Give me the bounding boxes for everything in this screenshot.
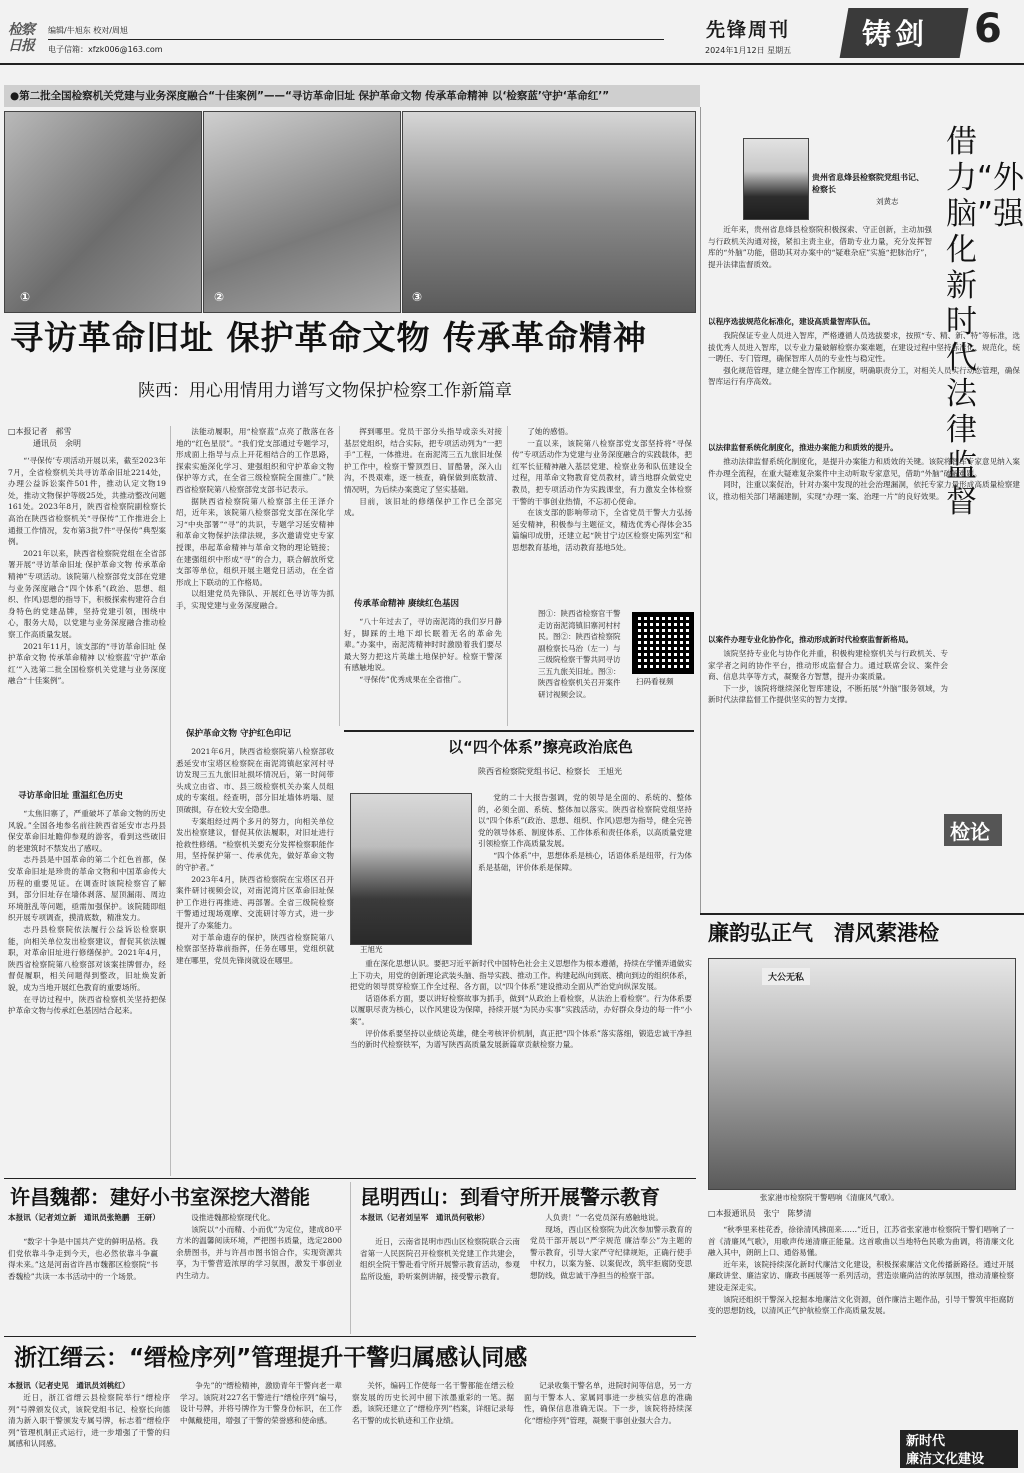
sidebar-mid-byline: □本报通讯员 张宁 陈梦清 bbox=[708, 1209, 812, 1218]
bottom-text-4: 记录收集干警名单，进院时间等信息，另一方面与干警本人、家属同事进一步核实信息的准确性，确保信息准确无误。下一步，该院将持续深化“缙检序列”管理，凝聚干事创业强大合力。 bbox=[524, 1381, 692, 1425]
masthead-bottom-rule bbox=[0, 63, 1024, 65]
sidebar-mid-title: 廉韵弘正气 清风萦港检 bbox=[708, 921, 939, 945]
series-banner: ●第二批全国检察机关党建与业务深度融合“十佳案例”——“寻访革命旧址 保护革命文物 传承革命精神 以‘检察蓝’守护‘革命红’” bbox=[4, 85, 700, 107]
masthead-divider bbox=[48, 39, 664, 40]
feature-author-photo bbox=[350, 793, 472, 945]
left-bottom-text-1: “数字十争是中国共产党的鲜明品格。我们党依靠斗争走到今天，也必然依靠斗争赢得未来。”这是河南省许昌市魏都区检察院“书香魏检”共读一本书活动中的一个场景。 bbox=[8, 1237, 158, 1281]
bottom-byline: 本报讯（记者史见 通讯员刘桃红） bbox=[8, 1381, 130, 1390]
main-byline-corr: 通讯员 余明 bbox=[33, 439, 81, 448]
qr-code[interactable] bbox=[632, 612, 694, 674]
sidebar-mid-rule bbox=[700, 913, 1024, 915]
main-col-4: 了她的感悟。 一直以来，该院第八检察部党支部坚持将“寻保传”专项活动作为党建与业务深度融合的实践载体，把红军长征精神融入基层党建、检察业务和队伍建设全过程，用革命文物教育党员教材，请当地群众做党史教员，把专项活动作为实践课堂，有力激发全体检察干警的干事创业热情，不忘初心使命。 在该支部的影响带动下，全省党员干警大力弘扬延安精神，积极参与主题征文，精选优秀心得体会35篇编印成册，还建立起“陕甘宁边区检察史陈列室”和思想教育基地，活动教育基地5处。 bbox=[512, 427, 692, 552]
bottom-text-1: 近日，浙江省缙云县检察院举行“缙检序列”号牌颁发仪式，该院党组书记、检察长向德清为新入职干警颁发专属号牌，标志着“缙检序列”管理机制正式运行，进一步增强了干警的归属感和认同感。 bbox=[8, 1393, 170, 1449]
feature-text-b: 重在深化思想认识。要把习近平新时代中国特色社会主义思想作为根本遵循，持续在学懂弄通做实上下功夫，用党的创新理论武装头脑、指导实践、推动工作。构建起纵向到底、横向到边的组织体系，把党的领导贯穿检察工作全过程、各方面，以“四个体系”建设推动全面从严治党向纵深发展。 话语体系方面，要以讲好检察故事为抓手，做到“从政治上看检察，从法治上看检察”。行为体系要以履职尽责为核心，以作风建设为保障，持续开展“为民办实事”实践活动，办好群众身边的每一件“小案”。 评价体系要坚持以业绩论英雄，健全考核评价机制，真正把“四个体系”落实落细，锻造忠诚干净担当的新时代检察铁军，为谱写陕西高质量发展新篇章贡献检察力量。 bbox=[350, 959, 692, 1050]
right-bottom-text-1: 近日，云南省昆明市西山区检察院联合云南省第一人民医院召开检察机关党建工作共建会，组织全院干警赴看守所开展警示教育活动，参观监所设施，聆听案例讲解，接受警示教育。 bbox=[360, 1237, 520, 1281]
main-subhead: 陕西：用心用情用力谱写文物保护检察工作新篇章 bbox=[138, 381, 512, 401]
sidebar-mid-sign: 大公无私 bbox=[762, 968, 810, 985]
photo-3 bbox=[402, 111, 696, 313]
main-headline: 寻访革命旧址 保护革命文物 传承革命精神 bbox=[10, 318, 647, 357]
sidebar-title: 借力“外脑”强化新时代法律监督 bbox=[946, 124, 1024, 520]
main-col-2b: 2021年6月，陕西省检察院第八检察部收悉延安市宝塔区检察院在南泥湾镇赵家河村寻访发现三五九旅旧址损坏情况后，第一时间带头成立由省、市、县三级检察机关办案人员组成的专案组。经查明，部分旧址墙体坍塌、屋顶破损，存在较大安全隐患。 专案组经过两个多月的努力，向相关单位发出检察建议，督促其依法履职，对旧址进行抢救性修缮。“检察机关要充分发挥检察职能作用，坚持保护第一、传承优先，做好革命文物的守护者。” 2023年4月，陕西省检察院在宝塔区召开案件研讨视频会议，对南泥湾片区革命旧址保护工作进行再推进、再部署。全省三级院检察干警通过现场观摩、交流研讨等方式，进一步提升了办案能力。 对于革命遗存的保护，陕西省检察院第八检察部坚持靠前指挥，任务在哪里，党组织就建在哪里，党员先锋岗就设在哪里。 bbox=[176, 747, 334, 965]
feature-title: 以“四个体系”擦亮政治底色 bbox=[448, 738, 633, 756]
issue-date: 2024年1月12日 星期五 bbox=[705, 46, 792, 55]
newspaper-logo: 检察日报 bbox=[8, 22, 34, 54]
bottom-wide-divider bbox=[4, 1336, 696, 1337]
right-bottom-title: 昆明西山：到看守所开展警示教育 bbox=[360, 1185, 660, 1209]
feature-byline: 陕西省检察院党组书记、检察长 王旭光 bbox=[478, 767, 622, 776]
col-rule-3 bbox=[507, 426, 508, 726]
sidebar-text-b: 我院保证专业人员进入智库，严格遵循人员选拔要求，按照“专、精、新、特”等标准，选拔优秀人员进入智库，以专业力量破解检察办案难题，在建设过程中坚持标准化、规范化，统一聘任、专门管理，确保智库人员的专业性与稳定性。 强化规范管理，建立健全智库工作制度，明确职责分工，对相关人员实行动态管理，确保智库运行有序高效。 bbox=[708, 331, 1020, 387]
sidebar-lead-2: 以法律监督系统化制度化，推进办案能力和质效的提升。 bbox=[708, 443, 898, 452]
sidebar-author-photo bbox=[743, 138, 809, 220]
main-col-1: “‘寻保传’专项活动开展以来，截至2023年7月，全省检察机关共寻访革命旧址2214处，办理公益诉讼案件501件，推动认定文物19处，推动文物保护等级25处，共推动整改问题161处。2023年8月，陕西省检察院副检察长高治在陕西省检察机关“寻保传”工作推进会上通报工作情况，发布第3批7件“寻保传”典型案例。 2021年以来，陕西省检察院党组在全省部署开展“寻访革命旧址 保护革命文物 传承革命精神”专项活动。该院第八检察部党支部在党建与业务深度融合“四个体系”(政治、思想、组织、作风)思想的指导下，积极探索构建符合自身特色的党建品牌，坚持党建引领，围绕中心，服务大局，以党建与业务深度融合推动检察工作高质量发展。 2021年11月，该支部的“寻访革命旧址 保护革命文物 传承革命精神 以‘检察蓝’守护‘革命红’”入选第二批全国检察机关党建与业务深度融合“十佳案例”。 bbox=[8, 456, 166, 686]
footer-tag-line1: 新时代 bbox=[906, 1434, 946, 1449]
bottom-title: 浙江缙云：“缙检序列”管理提升干警归属感认同感 bbox=[14, 1345, 528, 1371]
page-number: 6 bbox=[974, 6, 1002, 52]
left-bottom-title: 许昌魏都：建好小书室深挖大潜能 bbox=[10, 1185, 310, 1209]
masthead bbox=[0, 0, 1024, 64]
left-bottom-byline: 本报讯（记者刘立新 通讯员张艳鹏 王研） bbox=[8, 1213, 160, 1222]
sidebar-mid-caption: 张家港市检察院干警唱响《清廉风气歌》。 bbox=[760, 1193, 899, 1202]
feature-text-a: 党的二十大报告强调，党的领导是全面的、系统的、整体的，必须全面、系统、整体加以落实。陕西省检察院党组坚持以“四个体系”(政治、思想、组织、作风)思想为指导，健全完善党的领导体系、制度体系、工作体系和责任体系，以高质量党建引领检察工作高质量发展。 “四个体系”中，思想体系是核心，话语体系是纽带，行为体系是基础，评价体系是保障。 bbox=[478, 793, 692, 872]
photo-label-2: ② bbox=[214, 290, 225, 304]
sidebar-author-name: 刘黄志 bbox=[876, 197, 899, 206]
right-bottom-byline: 本报讯（记者刘呈军 通讯员何敬彬） bbox=[360, 1213, 490, 1222]
qr-label: 扫码看视频 bbox=[636, 677, 674, 686]
photo-1 bbox=[4, 111, 202, 313]
sidebar-text-c: 推动法律监督系统化制度化，是提升办案能力和质效的关键。该院将智库专家意见纳入案件办理全流程，在重大疑难复杂案件中主动听取专家意见，借助“外脑”破解难题。 同时，注重以案促治，针对办案中发现的社会治理漏洞，依托专家力量形成高质量检察建议，推动相关部门堵漏建制，实现“办理一案、治理一片”的良好效果。 bbox=[708, 457, 1020, 501]
editors-line: 编辑/牛旭东 校对/周旭 bbox=[48, 26, 128, 35]
photo-2 bbox=[203, 111, 401, 313]
main-subheading-3: 传承革命精神 赓续红色基因 bbox=[354, 599, 459, 609]
right-bottom-text-2: 人负责！”一名党员深有感触地说。 现场，西山区检察院为此次参加警示教育的党员干部开展以“严字规范 廉洁奉公”为主题的警示教育，引导大家严守纪律规矩，正确行使手中权力，以案为鉴、以案促改，筑牢拒腐防变思想防线，做忠诚干净担当的检察干部。 bbox=[530, 1213, 692, 1280]
sidebar-text-a: 近年来，贵州省息烽县检察院积极探索、守正创新，主动加强与行政机关沟通对接，紧扣主责主业，借助专业力量，充分发挥智库的“外脑”功能，借助其对办案中的“疑难杂症”实施“把脉治疗”，提升法律监督质效。 bbox=[708, 225, 932, 269]
sidebar-lead-1: 以程序选拔规范化标准化，建设高质量智库队伍。 bbox=[708, 317, 876, 326]
sidebar-lead-3: 以案件办理专业化协作化，推动形成新时代检察监督新格局。 bbox=[708, 635, 914, 644]
main-col-3: 挥到哪里。党员干部分头指导或亲头对接基层党组织，结合实际，把专项活动列为“一把手”工程，一体推进。在南泥湾三五九旅旧址保护工作中，检察干警顶烈日、冒酷暑，深入山沟，不畏艰难，逐一核查，确保做到底数清、情况明，为后续办案奠定了坚实基础。 目前，该旧址的修缮保护工作已全部完成。 bbox=[344, 427, 502, 518]
photo-label-3: ③ bbox=[412, 290, 423, 304]
bottom-divider bbox=[4, 1178, 696, 1179]
feature-box bbox=[344, 730, 694, 732]
email-line: 电子信箱：xfzk006@163.com bbox=[48, 45, 163, 54]
col-rule-2 bbox=[339, 426, 340, 726]
main-col-2: 法能动履职，用“检察蓝”点亮了散落在各地的“红色星辰”。“我们党支部通过专题学习，形成面上指导与点上开花相结合的工作思路，探索实施深化学习、建强组织和守护革命文物保护等方式，在全省三级检察院全面推广。”陕西省检察院第八检察部党支部书记表示。 据陕西省检察院第八检察部主任王泽介绍，近年来，该院第八检察部党支部在深化学习“中央部署”“寻”的共识，专题学习延安精神和革命文物保护法律法规，多次邀请党史专家授课，串起革命精神与革命文物的理论链接；在建强组织中形成“寻”的合力，联合解放所党支部等单位，组织开展主题党日活动，在全省形成上下联动的工作格局。 以组建党员先锋队、开展红色寻访等为抓手，实现党建与业务深度融合。 bbox=[176, 427, 334, 610]
sidebar-mid-photo bbox=[708, 958, 1016, 1190]
main-subheading-2: 保护革命文物 守护红色印记 bbox=[186, 729, 291, 739]
sidebar-mid-text: “秋季里来桂花香，徐徐清风拂面来……”近日，江苏省张家港市检察院干警们唱响了一首《清廉风气歌》，用歌声传递清廉正能量。这首歌曲以当地特色民歌为曲调，将清廉文化融入其中，朗朗上口、通俗易懂。 近年来，该院持续深化新时代廉洁文化建设，积极探索廉洁文化传播新路径。通过开展廉政讲堂、廉洁家访、廉政书画展等一系列活动，营造崇廉尚洁的浓厚氛围，推动清廉检察建设走深走实。 该院还组织干警深入挖掘本地廉洁文化资源，创作廉洁主题作品，引导干警筑牢拒腐防变的思想防线，以清风正气护航检察工作高质量发展。 bbox=[708, 1225, 1014, 1316]
main-col-3b: “八十年过去了，寻访南泥湾的我们岁月静好，脚踩的土地下却长眠着无名的革命先辈。”办案中，南泥湾精神时时激励着我们要尽最大努力把这片英雄土地保护好。检察干警深有感触地说。 “寻保传”优秀成果在全省推广。 bbox=[344, 617, 502, 684]
bottom-text-3: 关怀，编码工作使每一名干警都能在缙云检察发展的历史长河中留下浓墨重彩的一笔。据悉，该院还建立了“缙检序列”档案，详细记录每名干警的成长轨迹和工作业绩。 bbox=[352, 1381, 514, 1425]
bottom-text-2: 争先”的“缙检精神，激励青年干警向老一辈学习。该院对227名干警进行“缙检序列”编号，设计号牌，并将号牌作为干警身份标识，在工作中佩戴使用，增强了干警的荣誉感和使命感。 bbox=[180, 1381, 342, 1425]
main-col-1b: “太焦旧寨了，严重破坏了革命文物的历史风貌。”全国各地参名前往陕西省延安市志丹县保安革命旧址瞻仰参观的游客，看到这些破旧的老建筑时不禁发出了感叹。 志丹县是中国革命的第二个红色首都，保安革命旧址是珍贵的革命文物和中国革命传大历程的重要见证。在调查时该院检察官了解到，部分旧址存在墙体剥落、屋顶漏雨、周边环境脏乱等问题，亟需加强保护。该院随即组织开展专项调查，摸清底数，精准发力。 志丹县检察院依法履行公益诉讼检察职能，向相关单位发出检察建议，督促其依法履职，对革命旧址进行修缮保护。2021年4月，陕西省检察院第八检察部对该案挂牌督办，经督促履职，相关问题得到整改，旧址焕发新貌，成为当地开展红色教育的重要场所。 在寻访过程中，陕西省检察机关坚持把保护革命文物与传承红色基因结合起来。 bbox=[8, 809, 166, 1016]
left-bottom-text-2: 设推进魏都检察现代化。 该院以“小而精、小而优”为定位，建成80平方米的温馨阅读环境，严把图书质量，选定2800余册图书，并与许昌市图书馆合作，实现资源共享，为干警营造浓厚的学习氛围，激发干事创业内生动力。 bbox=[176, 1213, 342, 1280]
sidebar-author-role: 贵州省息烽县检察院党组书记、检察长 bbox=[812, 173, 924, 194]
main-photo-caption: 图①：陕西省检察官干警走访南泥湾镇旧寨河村村民。图②：陕西省检察院副检察长马治（左一）与三级院检察干警共同寻访三五九旅关旧址。图③：陕西省检察机关召开案件研讨视频会议。 bbox=[538, 609, 621, 699]
col-rule-1 bbox=[170, 426, 171, 1176]
col-rule-4 bbox=[350, 1182, 351, 1334]
photo-label-1: ① bbox=[20, 290, 31, 304]
footer-tag-line2: 廉洁文化建设 bbox=[906, 1452, 985, 1467]
column-tag: 检论 bbox=[950, 820, 990, 844]
feature-photo-name: 王旭光 bbox=[360, 945, 383, 954]
publication-title: 先锋周刊 bbox=[706, 19, 791, 41]
section-title: 铸剑 bbox=[862, 17, 929, 51]
main-subheading-1: 寻访革命旧址 重温红色历史 bbox=[18, 791, 123, 801]
main-byline-reporter: □本报记者 郝雪 bbox=[8, 427, 72, 436]
sidebar-text-d: 该院坚持专业化与协作化并重，积极构建检察机关与行政机关、专家学者之间的协作平台，推动形成监督合力。通过联席会议、案件会商、信息共享等方式，凝聚各方智慧，提升办案质量。 下一步，该院将继续深化智库建设，不断拓展“外脑”服务领域，为新时代法律监督工作提供坚实的智力支撑。 bbox=[708, 649, 948, 705]
